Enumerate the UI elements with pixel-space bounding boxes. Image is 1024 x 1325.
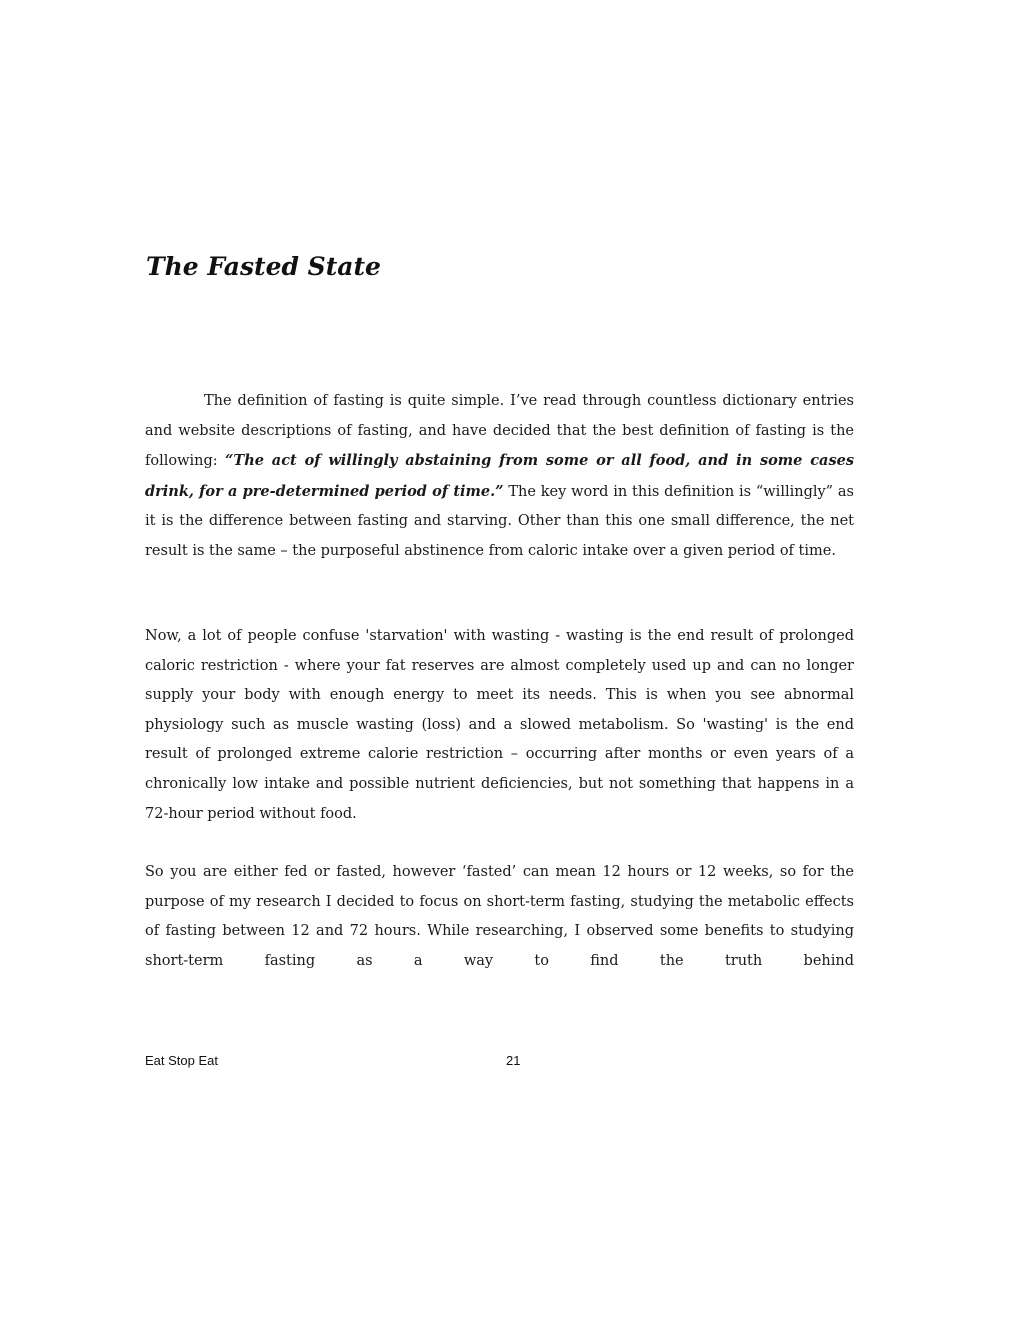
paragraph-text (145, 387, 854, 567)
paragraph-definition (145, 387, 854, 567)
footer-book-title: Eat Stop Eat (145, 1053, 218, 1068)
paragraph-text-before: The definition of fasting is quite simple. I’ve read through countless dictionary entries and website descriptions of fasting, and have decided that the best definition of fasting is the following: (145, 393, 854, 470)
paragraph-text-after: The key word in this definition is “willingly” as it is the difference between fasting and starving. Other than this one small difference, the net result is the same – the purposeful abstinence from caloric intake over a given period of time. (145, 483, 854, 559)
paragraph-fed-or-fasted (145, 858, 854, 976)
paragraph-wasting (145, 622, 854, 829)
paragraph-text: Now, a lot of people confuse 'starvation' with wasting - wasting is the end result of prolonged caloric restriction - where your fat reserves are almost completely used up and can no longer supply your body with enough energy to meet its needs. This is when you see abnormal physiology such as muscle wasting (loss) and a slowed metabolism. So 'wasting' is the end result of prolonged extreme calorie restriction – occurring after months or even years of a chronically low intake and possible nutrient deficiencies, but not something that happens in a 72-hour period without food. (145, 628, 854, 822)
paragraph-text: So you are either fed or fasted, however ‘fasted’ can mean 12 hours or 12 weeks, so for the purpose of my research I decided to focus on short-term fasting, studying the metabolic effects of fasting between 12 and 72 hours. While researching, I observed some benefits to studying short-term fasting as a way to find the truth behind (145, 864, 854, 969)
page-title: The Fasted State (146, 252, 381, 281)
definition-quote: “The act of willingly abstaining from some or all food, and in some cases drink, for a pre-determined period of time.” (145, 452, 854, 500)
footer-page-number: 21 (506, 1053, 521, 1068)
